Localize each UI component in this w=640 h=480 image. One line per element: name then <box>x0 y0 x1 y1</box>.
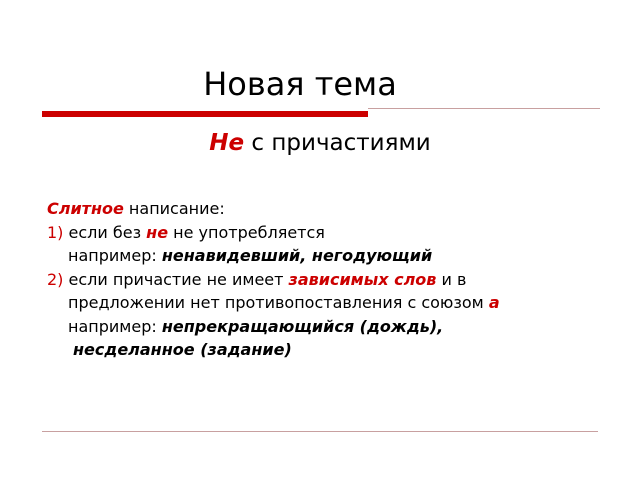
rule-1-number: 1) <box>47 222 64 242</box>
example-2-line <box>47 315 617 339</box>
rule-2-number: 2) <box>47 269 64 289</box>
example-1-label: например: <box>68 246 162 265</box>
rule-2-line <box>47 268 617 292</box>
slide-subtitle <box>0 128 640 158</box>
subtitle-text: с причастиями <box>244 130 431 156</box>
heading-text: написание: <box>123 199 225 218</box>
rule-2-cont-accent: а <box>488 293 500 312</box>
rule-2-continuation-line <box>47 291 617 315</box>
example-2-words: непрекращающийся (дождь), <box>161 316 444 336</box>
rule-1-line <box>47 221 617 245</box>
example-1-words: ненавидевший, негодующий <box>161 246 433 265</box>
rule-1-text-after: не употребляется <box>168 222 325 242</box>
slide-body <box>47 197 617 362</box>
example-2-cont-words: несделанное (задание) <box>73 340 292 359</box>
rule-2-text-after: и в <box>436 269 467 289</box>
slide-title: Новая тема <box>203 65 397 103</box>
rule-1-text-before: если без <box>63 222 147 242</box>
example-2-label: например: <box>68 316 162 336</box>
example-2-continuation-line <box>47 338 617 362</box>
subtitle-accent-ne: Не <box>209 130 245 156</box>
heading-accent: Слитное <box>47 199 124 218</box>
title-underline-red <box>42 111 368 117</box>
rule-2-accent: зависимых слов <box>288 269 437 289</box>
heading-line <box>47 197 617 221</box>
rule-2-cont-text: предложении нет противопоставления с союзом <box>68 293 489 312</box>
rule-2-text-before: если причастие не имеет <box>63 269 289 289</box>
bottom-divider <box>42 431 598 432</box>
example-1-line <box>47 244 617 268</box>
title-underline-gray <box>368 108 600 109</box>
rule-1-accent: не <box>146 222 169 242</box>
